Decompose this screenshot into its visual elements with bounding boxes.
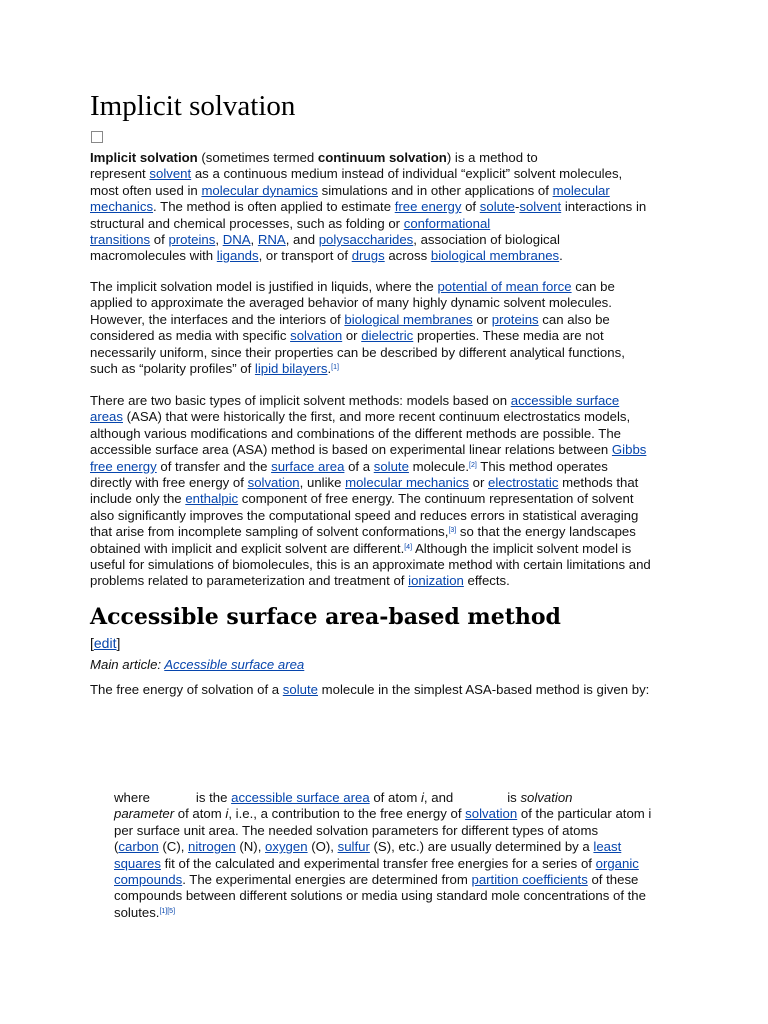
link-accessible-surface-area[interactable]: Accessible surface area	[164, 657, 305, 672]
link-proteins[interactable]: proteins	[491, 311, 539, 327]
text-line: include only the enthalpic component of free energy. The continuum representation of solvent	[90, 491, 634, 507]
text-line: solutes.[1][5]	[114, 904, 176, 920]
link-partition-coefficients[interactable]: partition coefficients	[471, 872, 588, 888]
link-polysaccharides[interactable]: polysaccharides	[318, 232, 414, 248]
definition-paragraph	[114, 790, 684, 921]
link-accessible-surface-areas[interactable]: areas	[90, 409, 123, 425]
link-solvation[interactable]: solvation	[465, 806, 518, 822]
text-line: There are two basic types of implicit solvent methods: models based on accessible surface	[90, 393, 620, 408]
citation-ref[interactable]: [2]	[469, 461, 477, 469]
text-line: accessible surface area (ASA) method is based on experimental linear relations between Gibbs	[90, 442, 647, 458]
link-gibbs-free-energy[interactable]: free energy	[90, 458, 157, 474]
link-solvation[interactable]: solvation	[290, 328, 343, 344]
text-line: necessarily uniform, since their properties can be described by different analytical functions,	[90, 344, 625, 360]
main-article-note: Main article: Accessible surface area	[90, 657, 305, 672]
text-line: The free energy of solvation of a solute molecule in the simplest ASA-based method is given by:	[90, 682, 650, 697]
text-line: compounds between different solutions or media using standard mole concentrations of the	[114, 888, 646, 904]
citation-ref[interactable]: [3]	[448, 527, 457, 535]
link-sulfur[interactable]: sulfur	[337, 839, 370, 855]
text-line: also significantly improves the computational speed and reduces errors in statistical averaging	[90, 507, 639, 523]
methods-paragraph	[90, 393, 682, 590]
text-line: obtained with implicit and explicit solvent are different.[4] Although the implicit solvent model is	[90, 540, 632, 556]
link-solvent[interactable]: solvent	[519, 199, 562, 215]
text-line: free energy of transfer and the surface area of a solute molecule.[2] This method operates	[90, 458, 608, 474]
link-lipid-bilayers[interactable]: lipid bilayers	[254, 361, 328, 377]
link-solvent[interactable]: solvent	[149, 166, 192, 182]
link-enthalpic[interactable]: enthalpic	[185, 491, 239, 507]
text-line: per surface unit area. The needed solvation parameters for different types of atoms	[114, 822, 599, 838]
edit-link[interactable]: edit	[93, 635, 117, 651]
intro-paragraph	[90, 150, 682, 265]
link-least-squares[interactable]: least	[593, 839, 622, 855]
text-line: applied to approximate the averaged behavior of many highly dynamic solvent molecules.	[90, 295, 612, 311]
text-line: represent solvent as a continuous medium instead of individual “explicit” solvent molecules,	[90, 166, 623, 182]
link-nitrogen[interactable]: nitrogen	[188, 839, 236, 855]
link-ionization[interactable]: ionization	[408, 573, 464, 589]
justification-paragraph	[90, 279, 682, 377]
text-line: problems related to parameterization and treatment of ionization effects.	[90, 573, 510, 589]
text-line: However, the interfaces and the interiors of biological membranes or proteins can also be	[90, 311, 610, 327]
bold-term: Implicit solvation	[90, 150, 198, 165]
text-line: considered as media with specific solvation or dielectric properties. These media are not	[90, 328, 604, 344]
section-edit: [edit]	[90, 635, 121, 651]
page-title: Implicit solvation	[90, 90, 296, 122]
section-intro	[90, 682, 682, 698]
link-electrostatic[interactable]: electrostatic	[488, 475, 559, 491]
link-dielectric[interactable]: dielectric	[361, 328, 414, 344]
text-line: (carbon (C), nitrogen (N), oxygen (O), sulfur (S), etc.) are usually determined by a least	[114, 839, 622, 855]
link-rna[interactable]: RNA	[257, 232, 286, 248]
text-line: that arise from incomplete sampling of solvent conformations,[3] so that the energy landscapes	[90, 524, 636, 540]
section-heading: Accessible surface area-based method	[90, 604, 561, 630]
link-solute[interactable]: solute	[282, 682, 318, 697]
link-organic-compounds[interactable]: compounds	[114, 872, 183, 888]
link-drugs[interactable]: drugs	[351, 248, 385, 264]
link-ligands[interactable]: ligands	[216, 248, 259, 264]
link-dna[interactable]: DNA	[222, 232, 251, 248]
link-biological-membranes[interactable]: biological membranes	[430, 248, 560, 264]
link-carbon[interactable]: carbon	[118, 839, 159, 855]
text-line: although various modifications and combinations of the different methods are possible. The	[90, 425, 621, 441]
link-molecular-mechanics[interactable]: molecular mechanics	[345, 475, 469, 491]
text-line: parameter of atom i, i.e., a contribution to the free energy of solvation of the particular atom i	[114, 806, 652, 822]
link-molecular-mechanics[interactable]: molecular	[552, 182, 610, 198]
text-line: directly with free energy of solvation, unlike molecular mechanics or electrostatic methods that	[90, 475, 639, 491]
text-line: compounds. The experimental energies are determined from partition coefficients of these	[114, 872, 639, 888]
text-line: transitions of proteins, DNA, RNA, and polysaccharides, association of biological	[90, 232, 560, 248]
link-biological-membranes[interactable]: biological membranes	[344, 311, 473, 327]
link-gibbs-free-energy[interactable]: Gibbs	[611, 442, 647, 458]
link-solvation[interactable]: solvation	[247, 475, 300, 491]
link-solute[interactable]: solute	[479, 199, 515, 215]
text-line: most often used in molecular dynamics simulations and in other applications of molecular	[90, 182, 610, 198]
link-accessible-surface-area[interactable]: accessible surface area	[231, 790, 370, 805]
text-line: such as “polarity profiles” of lipid bilayers.[1]	[90, 361, 339, 377]
link-potential-of-mean-force[interactable]: potential of mean force	[437, 279, 572, 294]
link-conformational-transitions[interactable]: conformational	[403, 215, 491, 231]
link-molecular-dynamics[interactable]: molecular dynamics	[201, 182, 318, 198]
bold-term: continuum solvation	[317, 150, 447, 165]
link-oxygen[interactable]: oxygen	[265, 839, 308, 855]
text-line: where is the accessible surface area of atom i, and is solvation	[114, 790, 573, 805]
text-line: structural and chemical processes, such as folding or conformational	[90, 215, 491, 231]
text-line: macromolecules with ligands, or transport of drugs across biological membranes.	[90, 248, 563, 264]
link-molecular-mechanics[interactable]: mechanics	[90, 199, 154, 215]
broken-image-icon	[91, 131, 103, 143]
citation-ref[interactable]: [1]	[331, 364, 339, 372]
link-least-squares[interactable]: squares	[114, 855, 161, 871]
text-line: areas (ASA) that were historically the first, and more recent continuum electrostatics models,	[90, 409, 631, 425]
link-free-energy[interactable]: free energy	[394, 199, 462, 215]
text-line: The implicit solvation model is justified in liquids, where the potential of mean force can be	[90, 279, 615, 294]
link-proteins[interactable]: proteins	[168, 232, 216, 248]
text-line: Implicit solvation (sometimes termed continuum solvation) is a method to	[90, 150, 538, 165]
text-line: squares fit of the calculated and experimental transfer free energies for a series of organic	[114, 855, 639, 871]
link-accessible-surface-areas[interactable]: accessible surface	[510, 393, 620, 408]
text-line: useful for simulations of biomolecules, this is an approximate method with certain limitations and	[90, 557, 651, 573]
link-solute[interactable]: solute	[373, 458, 409, 474]
link-organic-compounds[interactable]: organic	[595, 855, 639, 871]
text-line: mechanics. The method is often applied to estimate free energy of solute-solvent interactions in	[90, 199, 647, 215]
citation-ref[interactable]: [4]	[404, 543, 413, 551]
link-conformational-transitions[interactable]: transitions	[90, 232, 151, 248]
link-surface-area[interactable]: surface area	[271, 458, 345, 474]
citation-ref[interactable]: [1][5]	[159, 907, 176, 915]
